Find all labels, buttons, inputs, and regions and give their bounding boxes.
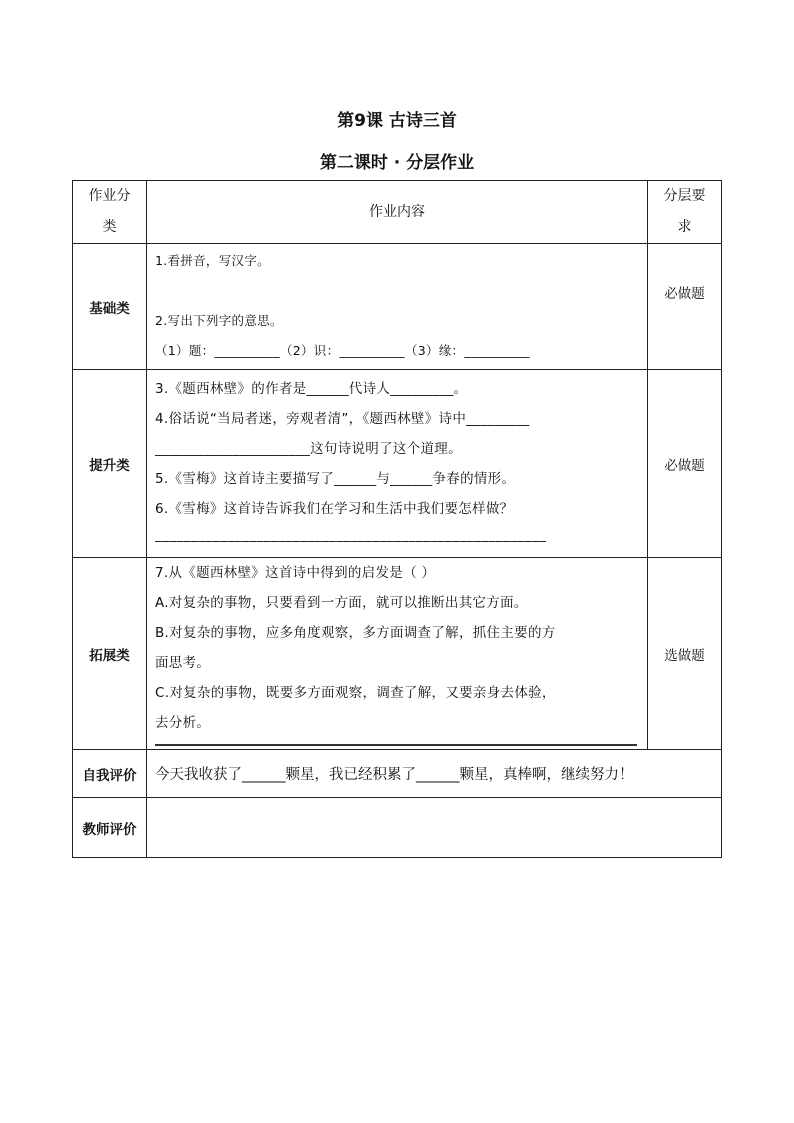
basic-row — [73, 244, 722, 370]
extended-content — [147, 558, 648, 750]
advanced-content — [147, 370, 648, 558]
header-requirement-line1: 分层要 — [663, 188, 706, 204]
self-eval-row — [73, 750, 722, 798]
self-eval-text: 今天我收获了______颗星，我已经积累了______颗星，真棒啊，继续努力！ — [147, 750, 722, 798]
question-7: 7.从《题西林壁》这首诗中得到的启发是（ ） — [155, 565, 436, 581]
header-requirement — [648, 181, 722, 244]
divider-line — [155, 744, 637, 746]
option-a: A.对复杂的事物，只要看到一方面，就可以推断出其它方面。 — [155, 595, 528, 611]
advanced-row — [73, 370, 722, 558]
extended-row — [73, 558, 722, 750]
question-2-items: （1）题：__________（2）识：__________（3）缘：__________ — [155, 343, 530, 358]
question-2: 2.写出下列字的意思。 — [155, 313, 283, 328]
extended-category: 拓展类 — [73, 558, 147, 750]
header-category-line2: 类 — [102, 219, 117, 235]
question-6: 6.《雪梅》这首诗告诉我们在学习和生活中我们要怎样做？ — [155, 501, 514, 517]
header-row — [73, 181, 722, 244]
question-3: 3.《题西林壁》的作者是______代诗人_________。 — [155, 381, 468, 397]
header-category — [73, 181, 147, 244]
option-b-line1: B.对复杂的事物，应多角度观察，多方面调查了解，抓住主要的方 — [155, 625, 556, 641]
teacher-eval-row — [73, 798, 722, 858]
homework-table — [72, 180, 722, 858]
question-6-answer-line: ______________________________________________________ — [155, 527, 547, 543]
extended-requirement: 选做题 — [648, 558, 722, 750]
lesson-title: 第9课 古诗三首 — [337, 111, 457, 131]
header-content: 作业内容 — [147, 181, 648, 244]
header-requirement-line2: 求 — [677, 219, 692, 235]
teacher-eval-field[interactable] — [147, 798, 722, 858]
question-4-line1: 4.俗话说“当局者迷，旁观者清”，《题西林壁》诗中_________ — [155, 411, 530, 427]
basic-requirement: 必做题 — [648, 244, 722, 370]
lesson-subtitle: 第二课时 · 分层作业 — [319, 153, 475, 173]
header-category-line1: 作业分 — [88, 188, 131, 204]
option-b-line2: 面思考。 — [155, 655, 211, 671]
advanced-requirement: 必做题 — [648, 370, 722, 558]
basic-category: 基础类 — [73, 244, 147, 370]
question-1: 1.看拼音，写汉字。 — [155, 253, 270, 268]
self-eval-category: 自我评价 — [73, 750, 147, 798]
question-4-line2: ______________________这句诗说明了这个道理。 — [155, 441, 462, 457]
option-c-line2: 去分析。 — [155, 715, 211, 731]
basic-content — [147, 244, 648, 370]
advanced-category: 提升类 — [73, 370, 147, 558]
option-c-line1: C.对复杂的事物，既要多方面观察，调查了解，又要亲身去体验， — [155, 685, 556, 701]
teacher-eval-category: 教师评价 — [73, 798, 147, 858]
question-5: 5.《雪梅》这首诗主要描写了______与______争春的情形。 — [155, 471, 516, 487]
